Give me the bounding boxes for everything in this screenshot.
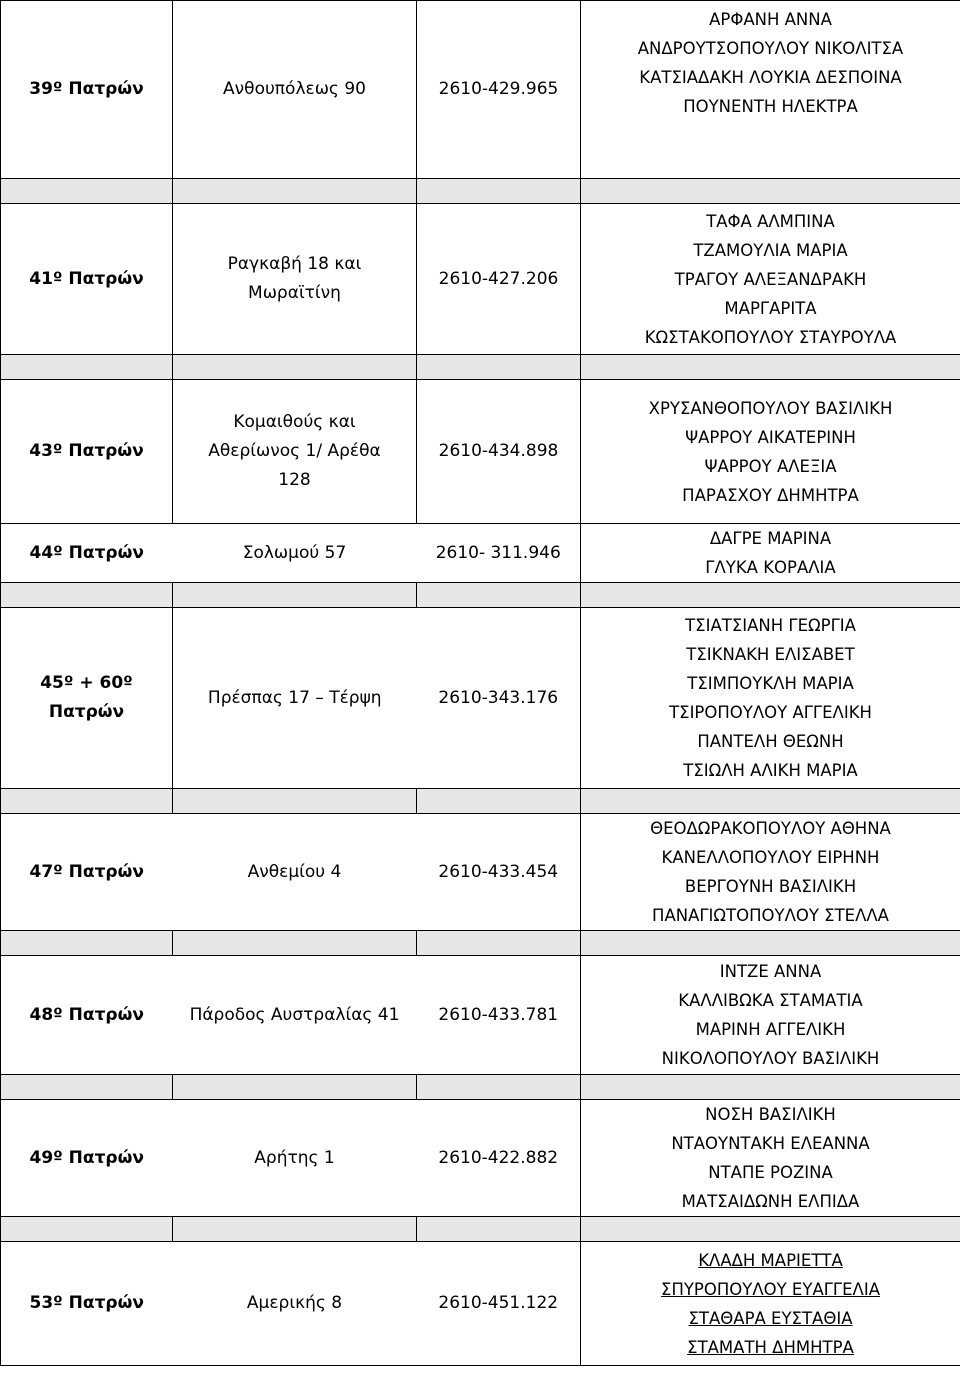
address-cell: Ραγκαβή 18 και Μωραϊτίνη: [173, 204, 417, 355]
teachers-cell: ΘΕΟΔΩΡΑΚΟΠΟΥΛΟΥ ΑΘΗΝΑ ΚΑΝΕΛΛΟΠΟΥΛΟΥ ΕΙΡΗΝΗ ΒΕΡΓΟΥΝΗ ΒΑΣΙΛΙΚΗ ΠΑΝΑΓΙΩΤΟΠΟΥΛΟΥ ΣΤΕΛΛΑ: [581, 814, 960, 931]
separator-row: [1, 1217, 960, 1242]
phone-cell: 2610-427.206: [417, 204, 581, 355]
teachers-cell: ΧΡΥΣΑΝΘΟΠΟΥΛΟΥ ΒΑΣΙΛΙΚΗ ΨΑΡΡΟΥ ΑΙΚΑΤΕΡΙΝΗ ΨΑΡΡΟΥ ΑΛΕΞΙΑ ΠΑΡΑΣΧΟΥ ΔΗΜΗΤΡΑ: [581, 380, 960, 524]
school-cell: 49º Πατρών: [1, 1100, 173, 1217]
table-row: [1, 1242, 960, 1366]
teachers-cell: ΤΑΦΑ ΑΛΜΠΙΝΑ ΤΖΑΜΟΥΛΙΑ ΜΑΡΙΑ ΤΡΑΓΟΥ ΑΛΕΞΑΝΔΡΑΚΗ ΜΑΡΓΑΡΙΤΑ ΚΩΣΤΑΚΟΠΟΥΛΟΥ ΣΤΑΥΡΟΥΛΑ: [581, 204, 960, 355]
school-cell: 53º Πατρών: [1, 1242, 173, 1366]
separator-row: [1, 355, 960, 380]
address-cell: Σολωμού 57: [173, 524, 417, 583]
teachers-cell: ΝΟΣΗ ΒΑΣΙΛΙΚΗ ΝΤΑΟΥΝΤΑΚΗ ΕΛΕΑΝΝΑ ΝΤΑΠΕ ΡΟΖΙΝΑ ΜΑΤΣΑΙΔΩΝΗ ΕΛΠΙΔΑ: [581, 1100, 960, 1217]
table-row: [1, 524, 960, 583]
school-cell: 41º Πατρών: [1, 204, 173, 355]
table-row: [1, 1, 960, 179]
table-row: [1, 956, 960, 1075]
separator-row: [1, 1075, 960, 1100]
phone-cell: 2610-422.882: [417, 1100, 581, 1217]
school-cell: 45º + 60º Πατρών: [1, 608, 173, 789]
teachers-cell: ΤΣΙΑΤΣΙΑΝΗ ΓΕΩΡΓΙΑ ΤΣΙΚΝΑΚΗ ΕΛΙΣΑΒΕΤ ΤΣΙΜΠΟΥΚΛΗ ΜΑΡΙΑ ΤΣΙΡΟΠΟΥΛΟΥ ΑΓΓΕΛΙΚΗ ΠΑΝΤΕΛΗ ΘΕΩΝΗ ΤΣΙΩΛΗ ΑΛΙΚΗ ΜΑΡΙΑ: [581, 608, 960, 789]
table-row: [1, 608, 960, 789]
teachers-cell: ΙΝΤΖΕ ΑΝΝΑ ΚΑΛΛΙΒΩΚΑ ΣΤΑΜΑΤΙΑ ΜΑΡΙΝΗ ΑΓΓΕΛΙΚΗ ΝΙΚΟΛΟΠΟΥΛΟΥ ΒΑΣΙΛΙΚΗ: [581, 956, 960, 1075]
address-cell: Ανθεμίου 4: [173, 814, 417, 931]
table-row: [1, 1100, 960, 1217]
school-cell: 44º Πατρών: [1, 524, 173, 583]
phone-cell: 2610-433.454: [417, 814, 581, 931]
phone-cell: 2610-433.781: [417, 956, 581, 1075]
phone-cell: 2610-434.898: [417, 380, 581, 524]
school-cell: 48º Πατρών: [1, 956, 173, 1075]
table-row: [1, 380, 960, 524]
separator-row: [1, 789, 960, 814]
school-cell: 39º Πατρών: [1, 1, 173, 179]
school-cell: 43º Πατρών: [1, 380, 173, 524]
phone-cell: 2610-429.965: [417, 1, 581, 179]
teachers-cell: ΔΑΓΡΕ ΜΑΡΙΝΑ ΓΛΥΚΑ ΚΟΡΑΛΙΑ: [581, 524, 960, 583]
address-cell: Αμερικής 8: [173, 1242, 417, 1366]
address-cell: Κομαιθούς και Αθερίωνος 1/ Αρέθα 128: [173, 380, 417, 524]
address-cell: Ανθουπόλεως 90: [173, 1, 417, 179]
teachers-cell: ΚΛΑΔΗ ΜΑΡΙΕΤΤΑ ΣΠΥΡΟΠΟΥΛΟΥ ΕΥΑΓΓΕΛΙΑ ΣΤΑΘΑΡΑ ΕΥΣΤΑΘΙΑ ΣΤΑΜΑΤΗ ΔΗΜΗΤΡΑ: [581, 1242, 960, 1366]
phone-cell: 2610- 311.946: [417, 524, 581, 583]
separator-row: [1, 931, 960, 956]
address-cell: Πρέσπας 17 – Τέρψη: [173, 608, 417, 789]
address-cell: Αρήτης 1: [173, 1100, 417, 1217]
table-row: [1, 814, 960, 931]
phone-cell: 2610-343.176: [417, 608, 581, 789]
phone-cell: 2610-451.122: [417, 1242, 581, 1366]
separator-row: [1, 179, 960, 204]
separator-row: [1, 583, 960, 608]
school-cell: 47º Πατρών: [1, 814, 173, 931]
table-row: [1, 204, 960, 355]
address-cell: Πάροδος Αυστραλίας 41: [173, 956, 417, 1075]
teachers-cell: ΑΡΦΑΝΗ ΑΝΝΑ ΑΝΔΡΟΥΤΣΟΠΟΥΛΟΥ ΝΙΚΟΛΙΤΣΑ ΚΑΤΣΙΑΔΑΚΗ ΛΟΥΚΙΑ ΔΕΣΠΟΙΝΑ ΠΟΥΝΕΝΤΗ ΗΛΕΚΤΡΑ: [581, 1, 960, 179]
